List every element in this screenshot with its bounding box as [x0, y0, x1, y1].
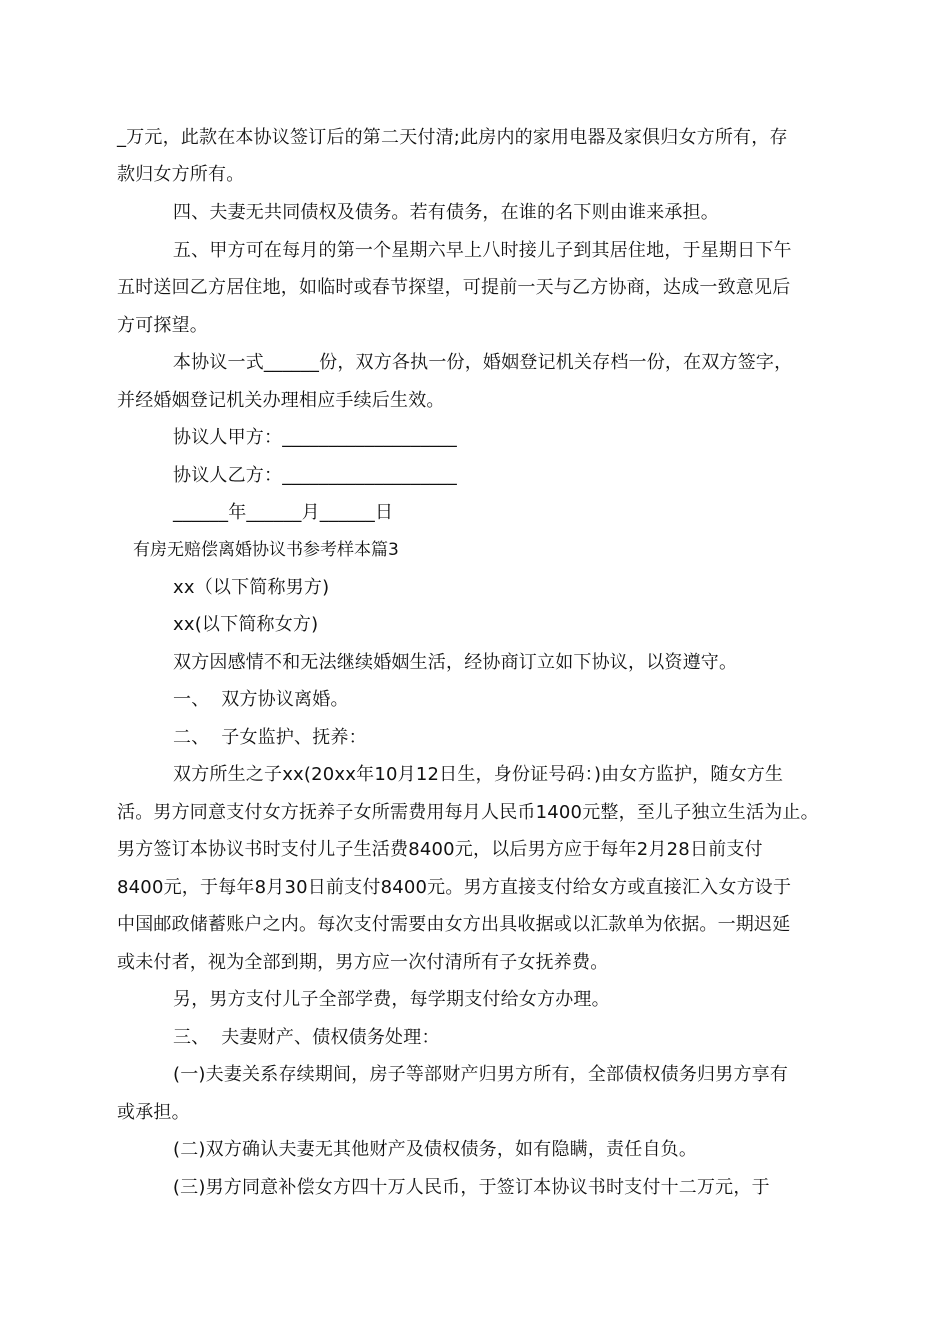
paragraph-5-line-3: 男方签订本协议书时支付儿子生活费8400元，以后男方应于每年2月28日前支付	[117, 839, 763, 860]
paragraph-5-line-6: 或未付者，视为全部到期，男方应一次付清所有子女抚养费。	[117, 952, 609, 973]
paragraph-4-line-1: 本协议一式______份，双方各执一份，婚姻登记机关存档一份，在双方签字，	[167, 352, 793, 373]
paragraph-3-line-3: 方可探望。	[117, 315, 208, 336]
party-male: xx（以下简称男方)	[173, 577, 330, 598]
item-3: 三、 夫妻财产、债权债务处理：	[173, 1027, 440, 1048]
signature-party-a: 协议人甲方：___________________	[173, 427, 457, 448]
paragraph-9: (三)男方同意补偿女方四十万人民币，于签订本协议书时支付十二万元，于	[167, 1177, 770, 1198]
paragraph-3-line-2: 五时送回乙方居住地，如临时或春节探望，可提前一天与乙方协商，达成一致意见后	[117, 277, 791, 298]
signature-party-b: 协议人乙方：___________________	[173, 465, 457, 486]
paragraph-5-line-2: 活。男方同意支付女方抚养子女所需费用每月人民币1400元整，至儿子独立生活为止。	[117, 802, 819, 823]
paragraph-5-line-4: 8400元，于每年8月30日前支付8400元。男方直接支付给女方或直接汇入女方设于	[117, 877, 792, 898]
paragraph-1-line-2: 款归女方所有。	[117, 164, 245, 185]
paragraph-6: 另，男方支付儿子全部学费，每学期支付给女方办理。	[173, 989, 610, 1010]
paragraph-2-line-1: 四、夫妻无共同债权及债务。若有债务，在谁的名下则由谁来承担。	[173, 202, 719, 223]
paragraph-3-line-1: 五、甲方可在每月的第一个星期六早上八时接儿子到其居住地，于星期日下午	[167, 240, 792, 261]
paragraph-7-line-2: 或承担。	[117, 1102, 190, 1123]
paragraph-8: (二)双方确认夫妻无其他财产及债权债务，如有隐瞒，责任自负。	[173, 1139, 698, 1160]
paragraph-5-line-5: 中国邮政储蓄账户之内。每次支付需要由女方出具收据或以汇款单为依据。一期迟延	[117, 914, 791, 935]
paragraph-5-line-1: 双方所生之子xx(20xx年10月12日生，身份证号码：)由女方监护，随女方生	[173, 764, 784, 785]
paragraph-1-line-1: _万元，此款在本协议签订后的第二天付清;此房内的家用电器及家俱归女方所有，存	[117, 127, 788, 148]
item-1: 一、 双方协议离婚。	[173, 689, 349, 710]
intro-paragraph: 双方因感情不和无法继续婚姻生活，经协商订立如下协议，以资遵守。	[173, 652, 738, 673]
party-female: xx(以下简称女方)	[173, 614, 319, 635]
date-line: ______年______月______日	[173, 502, 394, 523]
item-2: 二、 子女监护、抚养：	[173, 727, 367, 748]
section-title: 有房无赔偿离婚协议书参考样本篇3	[133, 540, 399, 560]
paragraph-7-line-1: (一)夫妻关系存续期间，房子等部财产归男方所有，全部债权债务归男方享有	[173, 1064, 789, 1085]
paragraph-4-line-2: 并经婚姻登记机关办理相应手续后生效。	[117, 390, 445, 411]
